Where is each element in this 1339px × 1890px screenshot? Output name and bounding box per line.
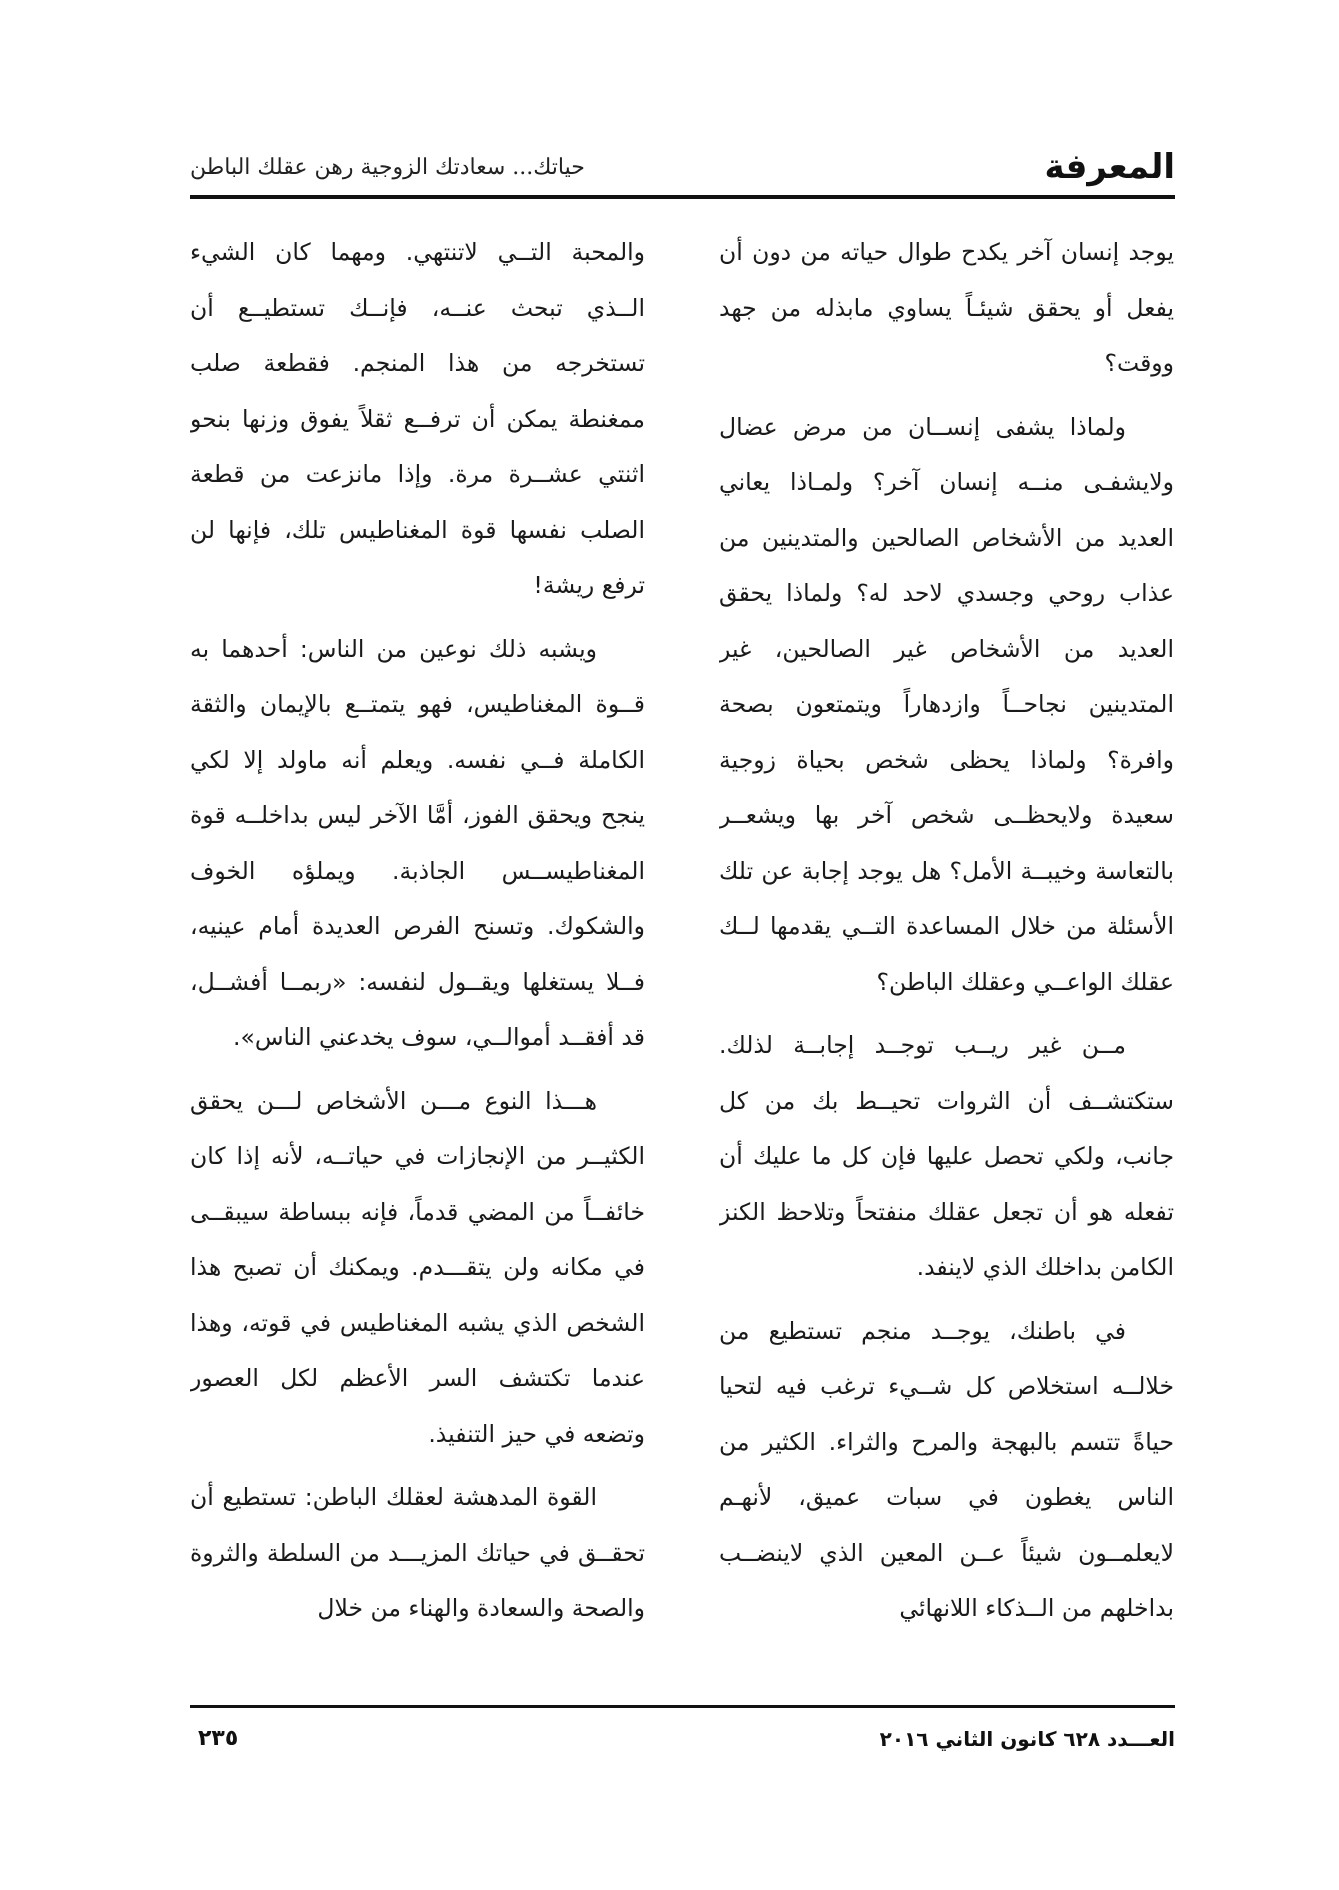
paragraph: القوة المدهشة لعقلك الباطن: تستطيع أن تحقــق في حياتك المزيـــد من السلطة والثروة والصحة والسعادة والهناء من خلال: [190, 1483, 645, 1622]
header-rule: [190, 195, 1175, 199]
paragraph: يوجد إنسان آخر يكدح طوال حياته من دون أن يفعل أو يحقق شيئـاً يساوي مابذله من جهد ووقت؟: [719, 238, 1174, 377]
magazine-logo: المعرفة: [1044, 147, 1175, 187]
text-column-right: [719, 225, 1174, 1690]
footer-rule: [190, 1705, 1175, 1708]
issue-info: العـــدد ٦٢٨ كانون الثاني ٢٠١٦: [879, 1727, 1175, 1751]
page-header: [190, 145, 1175, 195]
paragraph: ويشبه ذلك نوعين من الناس: أحدهما به قــوة المغناطيس، فهو يتمتــع بالإيمان والثقة الكاملة فــي نفسه. ويعلم أنه ماولد إلا لكي ينجح ويحقق الفوز، أمَّا الآخر ليس بداخلــه قوة المغناطيســس الجاذبة. ويملؤه الخوف والشكوك. وتسنح الفرص العديدة أمام عينيه، فــلا يستغلها ويقــول لنفسه: «ربمــا أفشــل، قد أفقــد أموالــي، سوف يخدعني الناس».: [190, 634, 645, 1051]
paragraph: والمحبة التــي لاتنتهي. ومهما كان الشيء الــذي تبحث عنــه، فإنــك تستطيــع أن تستخرجه من هذا المنجم. فقطعة صلب ممغنطة يمكن أن ترفــع ثقلاً يفوق وزنها بنحو اثنتي عشــرة مرة. وإذا مانزعت من قطعة الصلب نفسها قوة المغناطيس تلك، فإنها لن ترفع ريشة!: [190, 238, 645, 599]
page-number: ٢٣٥: [198, 1726, 239, 1751]
text-column-left: [190, 225, 645, 1690]
paragraph: ولماذا يشفى إنســان من مرض عضال ولايشفـى منــه إنسان آخر؟ ولمـاذا يعاني العديد من الأشخاص الصالحين والمتدينين من عذاب روحي وجسدي لاحد له؟ ولماذا يحقق العديد من الأشخاص غير الصالحين، غير المتدينين نجاحــاً وازدهاراً ويتمتعون بصحة وافرة؟ ولماذا يحظى شخص بحياة زوجية سعيدة ولايحظــى شخص آخر بها ويشعــر بالتعاسة وخيبــة الأمل؟ هل يوجد إجابة عن تلك الأسئلة من خلال المساعدة التــي يقدمها لــك عقلك الواعــي وعقلك الباطن؟: [719, 412, 1174, 996]
page-footer: [190, 1722, 1175, 1762]
running-title: حياتك... سعادتك الزوجية رهن عقلك الباطن: [190, 155, 585, 180]
paragraph: مــن غير ريــب توجــد إجابــة لذلك. ستكتشــف أن الثروات تحيــط بك من كل جانب، ولكي تحصل عليها فإن كل ما عليك أن تفعله هو أن تجعل عقلك منفتحاً وتلاحظ الكنز الكامن بداخلك الذي لاينفد.: [719, 1031, 1174, 1281]
paragraph: هـــذا النوع مـــن الأشخاص لـــن يحقق الكثيــر من الإنجازات في حياتــه، لأنه إذا كان خائفــاً من المضي قدماً، فإنه ببساطة سيبقــى في مكانه ولن يتقـــدم. ويمكنك أن تصبح هذا الشخص الذي يشبه المغناطيس في قوته، وهذا عندما تكتشف السر الأعظم لكل العصور وتضعه في حيز التنفيذ.: [190, 1086, 645, 1448]
paragraph: في باطنك، يوجــد منجم تستطيع من خلالــه استخلاص كل شــيء ترغب فيه لتحيا حياةً تتسم بالبهجة والمرح والثراء. الكثير من الناس يغطون في سبات عميق، لأنهـم لايعلمــون شيئاً عــن المعين الذي لاينضــب بداخلهم من الــذكاء اللانهائي: [719, 1316, 1174, 1622]
